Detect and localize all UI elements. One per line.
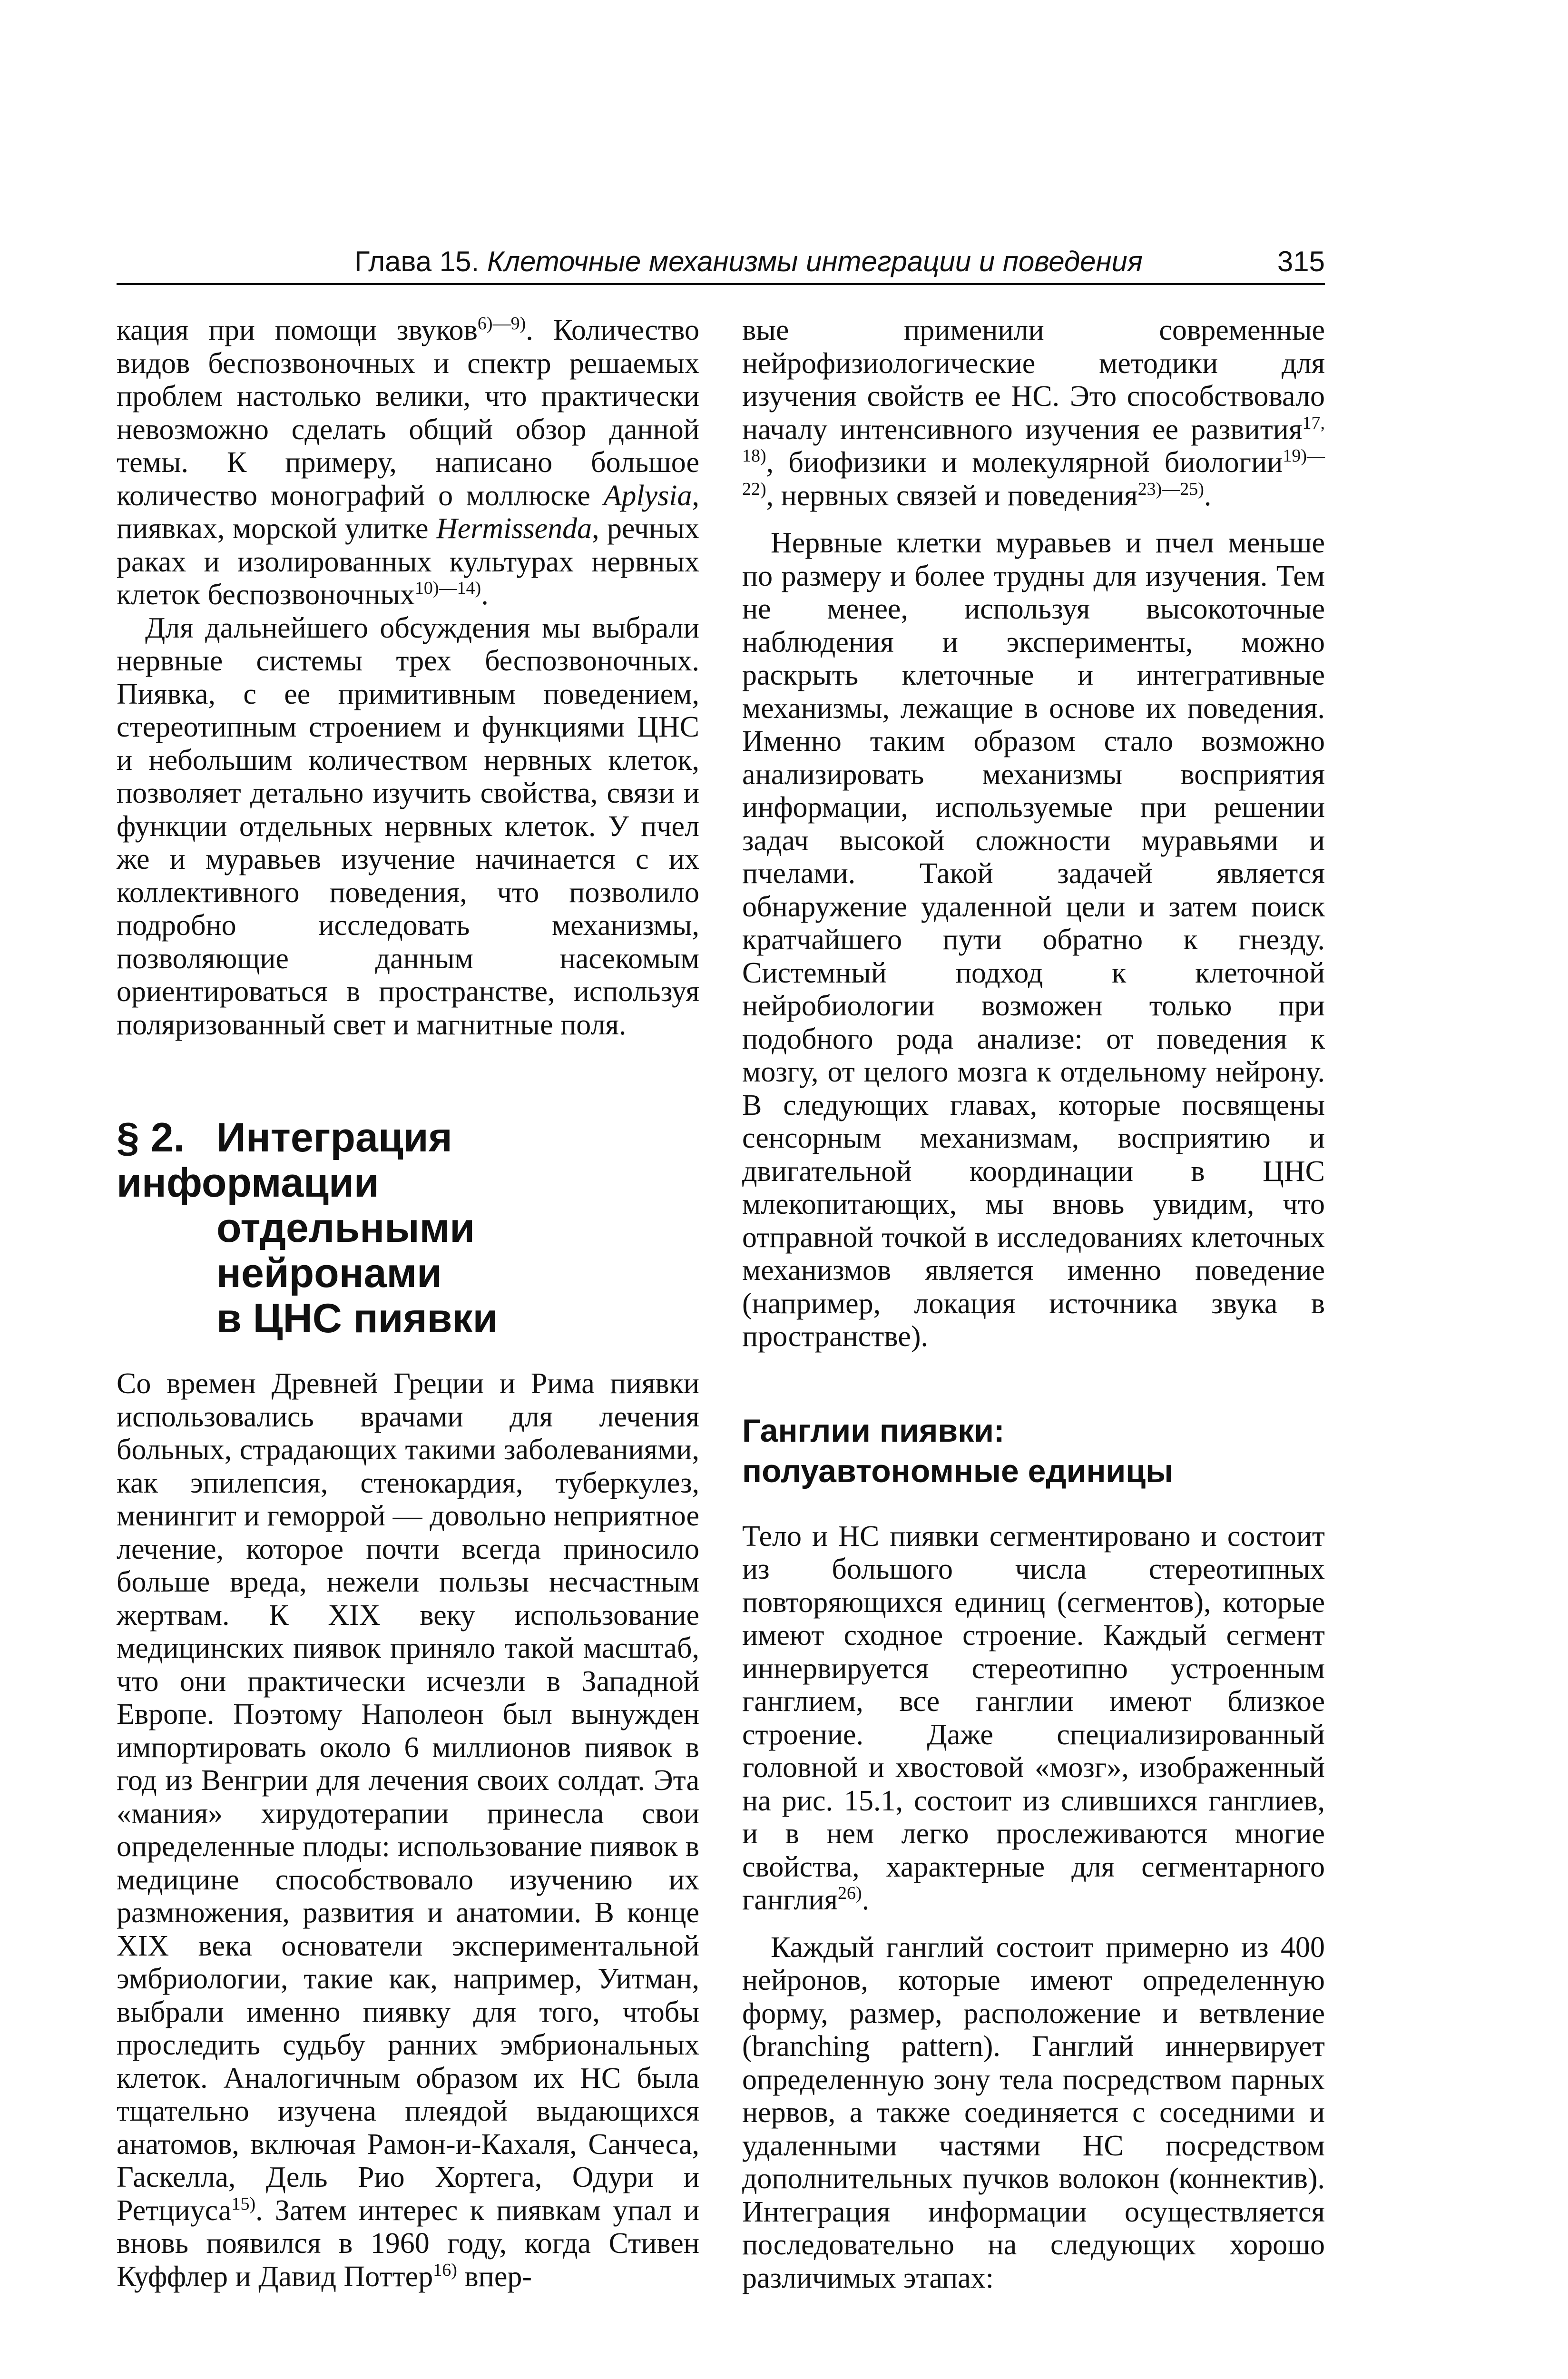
paragraph-ganglion-neurons: Каждый ганглий состоит примерно из 400 нейронов, которые имеют определенную форму, размер, расположение и ветвление (branching pattern). Ганглий иннервирует определенную зону тела посредством парных нервов, а также соединяется с соседними и удаленными частями НС посредством дополнительных пучков волокон (коннектив). Интеграция информации осуществляется последовательно на следующих хорошо различимых этапах: xyxy=(742,1931,1325,2294)
citation: 15) xyxy=(231,2193,256,2214)
species-name: Aplysia xyxy=(603,479,692,512)
citation: 19)—22) xyxy=(742,446,1325,499)
paragraph-modern-methods: вые применили современные нейрофизиологические методики для изучения свойств ее НС. Это способствовало началу интенсивного изучения ее развития$^{17, 18)}$, биофизики и молекулярной биологии$^{19)—22)}$, нервных связей и поведения$^{23)—25)}$. xyxy=(742,314,1325,512)
citation: 17, 18) xyxy=(742,413,1325,466)
species-name: Hermissenda xyxy=(436,512,592,545)
paragraph-three-invertebrates: Для дальнейшего обсуждения мы выбрали нервные системы трех беспозвоночных. Пиявка, с ее примитивным поведением, стереотипным строением и функциями ЦНС и небольшим количеством нервных клеток, позволяет детально изучить свойства, связи и функции отдельных нервных клеток. У пчел же и муравьев изучение начинается с их коллективного поведения, что позволило подробно исследовать механизмы, позволяющие данным насекомым ориентироваться в пространстве, используя поляризованный свет и магнитные поля. xyxy=(117,611,699,1041)
right-column xyxy=(742,314,1325,2295)
page-number: 315 xyxy=(1277,246,1325,277)
running-head-chapter: Глава 15. Клеточные механизмы интеграции и поведения xyxy=(354,246,1143,277)
section-heading xyxy=(117,1115,699,1341)
subsection-heading xyxy=(742,1411,1325,1492)
section-title-line: Интеграция информации xyxy=(117,1115,452,1206)
section-title-line: отдельными нейронами xyxy=(216,1205,475,1296)
paragraph-segments: Тело и НС пиявки сегментировано и состоит из большого числа стереотипных повторяющихся единиц (сегментов), которые имеют сходное строение. Каждый сегмент иннервируется стереотипно устроенным ганглием, все ганглии имеют близкое строение. Даже специализированный головной и хвостовой «мозг», изображенный на рис. 15.1, состоит из слившихся ганглиев, и в нем легко прослеживаются многие свойства, характерные для сегментарного ганглия$^{26)}$. xyxy=(742,1520,1325,1916)
left-column xyxy=(117,314,699,2293)
subsection-title-line: полуавтономные единицы xyxy=(742,1453,1174,1489)
citation: 16) xyxy=(433,2260,457,2280)
subsection-title-line: Ганглии пиявки: xyxy=(742,1412,1005,1449)
section-number: § 2. xyxy=(117,1115,185,1160)
citation: 23)—25) xyxy=(1137,479,1204,499)
section-title-line: в ЦНС пиявки xyxy=(216,1296,498,1341)
paragraph-intro-continued: кация при помощи звуков$^{6)—9)}$. Количество видов беспозвоночных и спектр решаемых проблем настолько велики, что практически невозможно сделать общий обзор данной темы. К примеру, написано большое количество монографий о моллюске Aplysia, пиявках, морской улитке Hermissenda, речных раках и изолированных культурах нервных клеток беспозвоночных$^{10)—14)}$. xyxy=(117,314,699,611)
citation: 26) xyxy=(838,1883,862,1903)
citation: 10)—14) xyxy=(414,578,481,598)
running-head-title: Клеточные механизмы интеграции и поведения xyxy=(487,246,1143,277)
citation: 6)—9) xyxy=(477,314,526,334)
running-head xyxy=(117,240,1325,285)
paragraph-ants-bees: Нервные клетки муравьев и пчел меньше по размеру и более трудны для изучения. Тем не менее, используя высокоточные наблюдения и эксперименты, можно раскрыть клеточные и интегративные механизмы, лежащие в основе их поведения. Именно таким образом стало возможно анализировать механизмы восприятия информации, используемые при решении задач высокой сложности муравьями и пчелами. Такой задачей является обнаружение удаленной цели и затем поиск кратчайшего пути обратно к гнезду. Системный подход к клеточной нейробиологии возможен только при подобного рода анализе: от поведения к мозгу, от целого мозга к отдельному нейрону. В следующих главах, которые посвящены сенсорным механизмам, восприятию и двигательной координации в ЦНС млекопитающих, мы вновь увидим, что отправной точкой в исследованиях клеточных механизмов является именно поведение (например, локация источника звука в пространстве). xyxy=(742,527,1325,1353)
paragraph-leech-history: Со времен Древней Греции и Рима пиявки использовались врачами для лечения больных, страдающих такими заболеваниями, как эпилепсия, стенокардия, туберкулез, менингит и геморрой — довольно неприятное лечение, которое почти всегда приносило больше вреда, нежели пользы несчастным жертвам. К XIX веку использование медицинских пиявок приняло такой масштаб, что они практически исчезли в Западной Европе. Поэтому Наполеон был вынужден импортировать около 6 миллионов пиявок в год из Венгрии для лечения своих солдат. Эта «мания» хирудотерапии принесла свои определенные плоды: использование пиявок в медицине способствовало изучению их размножения, развития и анатомии. В конце XIX века основатели экспериментальной эмбриологии, такие как, например, Уитман, выбрали именно пиявку для того, чтобы проследить судьбу ранних эмбриональных клеток. Аналогичным образом их НС была тщательно изучена плеядой выдающихся анатомов, включая Рамон-и-Кахаля, Санчеса, Гаскелла, Дель Рио Хортега, Одури и Ретциуса$^{15)}$. Затем интерес к пиявкам упал и вновь появился в 1960 году, когда Стивен Куффлер и Давид Поттер$^{16)}$ впер- xyxy=(117,1367,699,2293)
